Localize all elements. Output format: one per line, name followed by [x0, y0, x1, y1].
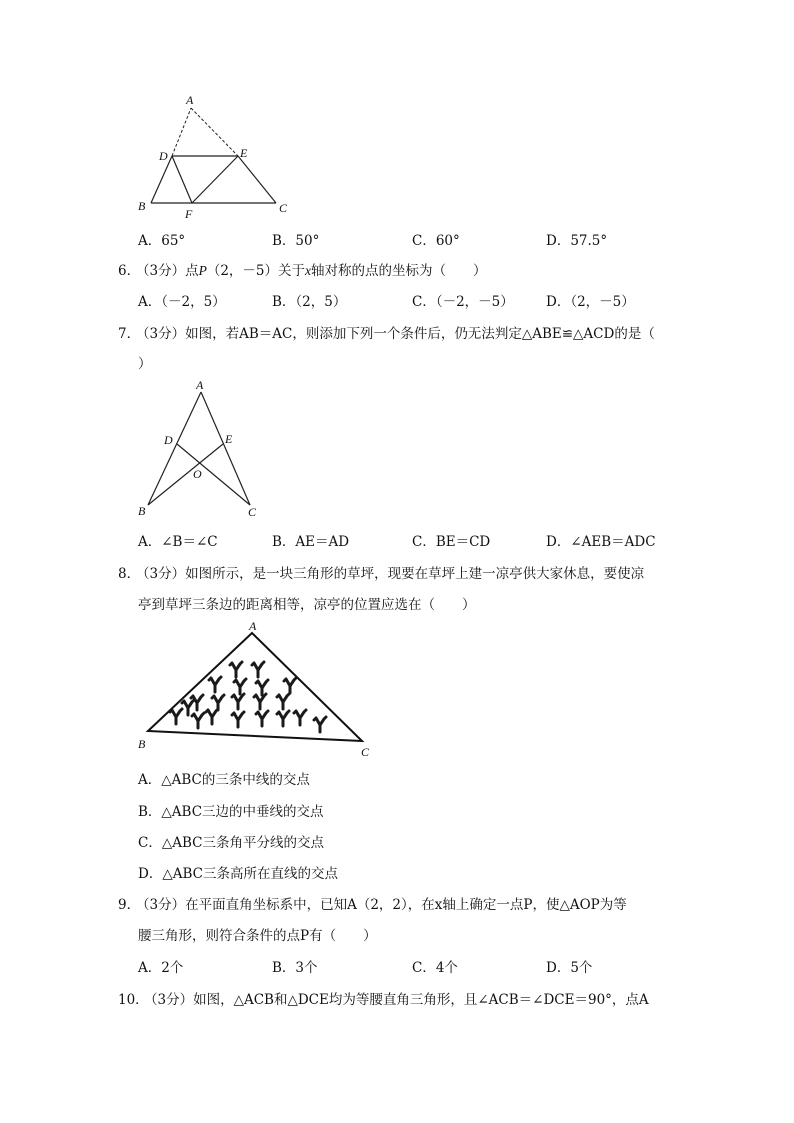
q6-number: 6．	[118, 263, 141, 279]
q7-number: 7．	[118, 326, 141, 342]
q8-option-d: D．△ABC三条高所在直线的交点	[138, 866, 338, 882]
q7-label-c: C	[248, 505, 257, 519]
q5-label-e: E	[240, 146, 248, 160]
q8-label-a: A	[249, 619, 257, 633]
q7-option-d: D．∠AEB＝ADC	[546, 534, 656, 550]
q6-text-a: （3分）点	[136, 263, 199, 279]
q7-stem-line1: （3分）如图，若AB＝AC，则添加下列一个条件后，仍无法判定△ABE≌△ACD的是（	[136, 326, 655, 342]
q7-label-d: D	[164, 433, 173, 447]
q6-option-b: B．（2，5）	[272, 294, 347, 310]
q8-stem-line1: （3分）如图所示，是一块三角形的草坪，现要在草坪上建一凉亭供大家休息，要使凉	[136, 566, 645, 582]
q10-stem-line1: （3分）如图，△ACB和△DCE均为等腰直角三角形，且∠ACB＝∠DCE＝90°，点A	[144, 992, 649, 1008]
q8-option-c: C．△ABC三条角平分线的交点	[138, 835, 324, 851]
q7-label-e: E	[225, 432, 233, 446]
q9-number: 9．	[118, 897, 141, 913]
q5-option-a: A．65°	[138, 233, 186, 249]
q6-option-d: D．（2，－5）	[546, 294, 635, 310]
q5-label-b: B	[138, 199, 146, 213]
q9-option-a: A．2个	[138, 960, 184, 976]
q8-option-b: B．△ABC三边的中垂线的交点	[138, 804, 324, 820]
q6-text-c: 轴对称的点的坐标为（ ）	[311, 263, 487, 279]
q8-label-c: C	[361, 745, 370, 759]
q5-label-f: F	[185, 207, 193, 221]
q6-option-a: A．（－2，5）	[138, 294, 226, 310]
q7-option-c: C．BE＝CD	[412, 534, 491, 550]
q5-option-b: B．50°	[272, 233, 320, 249]
q5-label-d: D	[159, 149, 168, 163]
q6-var-x: x	[305, 263, 312, 278]
q7-label-b: B	[138, 504, 146, 518]
q7-label-o: O	[193, 467, 202, 481]
q8-grass-pattern	[170, 662, 326, 732]
q7-option-a: A．∠B＝∠C	[138, 534, 218, 550]
q9-stem-line1: （3分）在平面直角坐标系中，已知A（2，2），在x轴上确定一点P，使△AOP为等	[136, 897, 627, 913]
q7-label-a: A	[196, 378, 204, 392]
q5-option-c: C．60°	[412, 233, 460, 249]
q9-option-b: B．3个	[272, 960, 318, 976]
q7-option-b: B．AE＝AD	[272, 534, 350, 550]
q5-label-c: C	[279, 201, 288, 215]
q9-option-d: D．5个	[546, 960, 593, 976]
q8-stem-line2: 亭到草坪三条边的距离相等，凉亭的位置应选在（ ）	[138, 597, 476, 613]
q9-option-c: C．4个	[412, 960, 458, 976]
q6-text-b: （2，－5）关于	[206, 263, 306, 279]
q5-label-a: A	[186, 93, 194, 107]
q7-stem-line2: ）	[138, 356, 152, 372]
q5-option-d: D．57.5°	[546, 233, 608, 249]
q8-lawn-triangle	[148, 633, 362, 741]
q9-stem-line2: 腰三角形，则符合条件的点P有（ ）	[138, 928, 377, 944]
q6-option-c: C．（－2，－5）	[412, 294, 514, 310]
q8-number: 8．	[118, 566, 141, 582]
q8-option-a: A．△ABC的三条中线的交点	[138, 772, 310, 788]
q6-var-p: P	[198, 263, 207, 278]
q8-label-b: B	[138, 737, 146, 751]
q10-number: 10．	[118, 992, 149, 1008]
